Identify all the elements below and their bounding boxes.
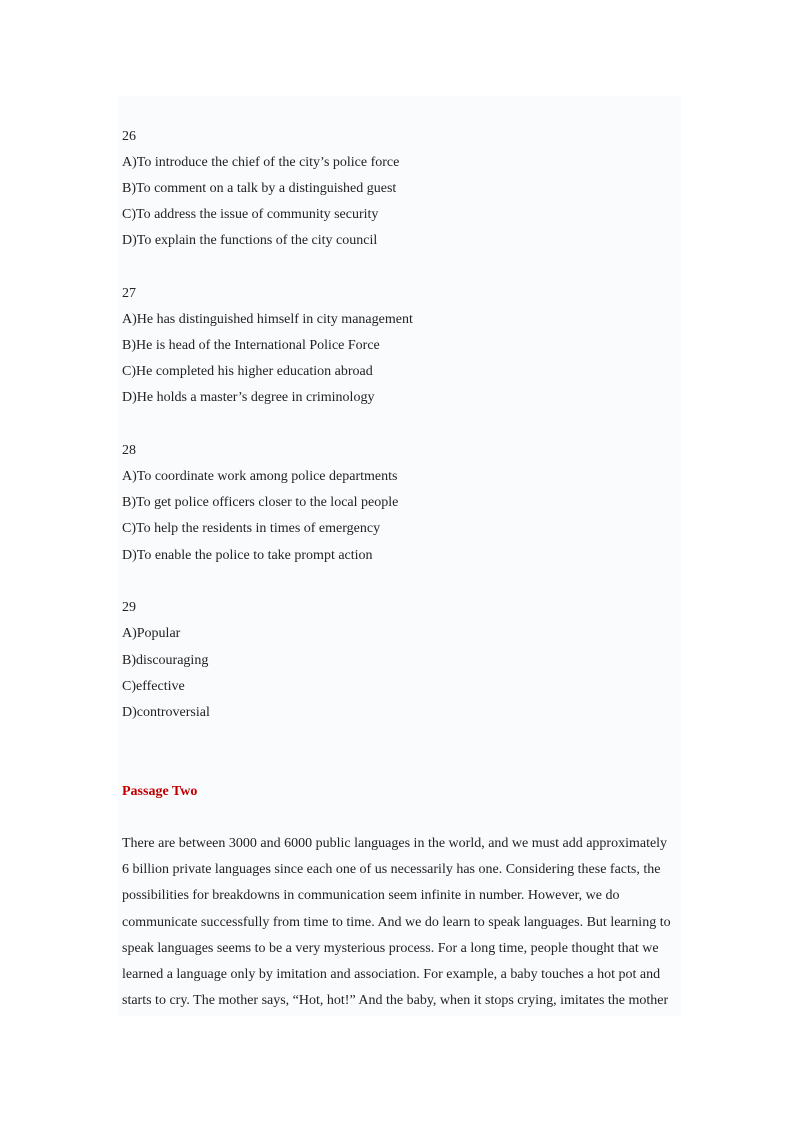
option-b: B)He is head of the International Police Force	[122, 338, 380, 353]
passage-line: learned a language only by imitation and association. For example, a baby touches a hot pot and	[122, 967, 661, 983]
option-a: A)To introduce the chief of the city’s police force	[122, 155, 400, 170]
option-b: B)To comment on a talk by a distinguished guest	[122, 181, 397, 196]
passage-heading: Passage Two	[122, 784, 198, 799]
passage-line: speak languages seems to be a very mysterious process. For a long time, people thought that we	[122, 940, 659, 956]
option-d: D)To enable the police to take prompt action	[122, 548, 373, 563]
option-a: A)To coordinate work among police departments	[122, 469, 398, 484]
option-c: C)To help the residents in times of emergency	[122, 521, 381, 536]
passage-body	[122, 831, 678, 1014]
passage-line: 6 billion private languages since each one of us necessarily has one. Considering these facts, the	[122, 862, 661, 878]
option-d: D)To explain the functions of the city council	[122, 233, 378, 248]
option-d: D)controversial	[122, 705, 210, 720]
question-number: 26	[122, 129, 136, 144]
question-number: 28	[122, 443, 136, 458]
option-c: C)To address the issue of community security	[122, 207, 379, 222]
option-b: B)discouraging	[122, 653, 209, 668]
passage-line: possibilities for breakdowns in communication seem infinite in number. However, we do	[122, 888, 620, 904]
passage-line: There are between 3000 and 6000 public languages in the world, and we must add approximately	[122, 836, 668, 851]
option-b: B)To get police officers closer to the local people	[122, 495, 399, 510]
passage-line: starts to cry. The mother says, “Hot, hot!” And the baby, when it stops crying, imitates the mother	[122, 993, 669, 1009]
option-c: C)He completed his higher education abroad	[122, 364, 373, 379]
passage-line: communicate successfully from time to time. And we do learn to speak languages. But learning to	[122, 914, 671, 930]
option-c: C)effective	[122, 679, 185, 694]
option-d: D)He holds a master’s degree in criminology	[122, 390, 375, 405]
question-number: 27	[122, 286, 136, 301]
option-a: A)He has distinguished himself in city management	[122, 312, 413, 327]
option-a: A)Popular	[122, 626, 181, 641]
question-number: 29	[122, 600, 136, 615]
